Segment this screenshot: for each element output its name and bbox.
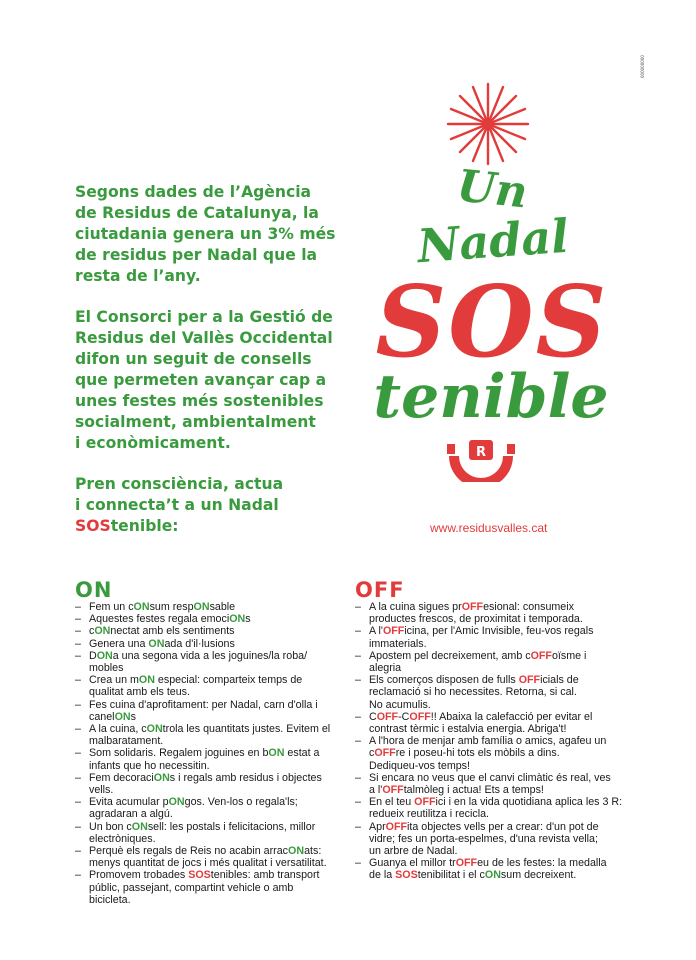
- off-list-item: – Guanya el millor trOFFeu de les festes: la medalla de la SOStenibilitat i el cONsum decreixent.: [355, 857, 630, 881]
- off-list-item: – Si encara no veus que el canvi climàtic és real, ves a l'OFFtalmòleg i actua! Ets a temps!: [355, 772, 630, 796]
- off-list-item: – Apostem pel decreixement, amb cOFFoïsme i alegria: [355, 650, 630, 674]
- on-list-item: – Evita acumular pONgos. Ven-los o regala'ls; agradaran a algú.: [75, 796, 345, 820]
- on-list-item: – Crea un mON especial: comparteix temps de qualitat amb els teus.: [75, 674, 345, 698]
- off-title: OFF: [355, 578, 405, 602]
- off-list-item: – En el teu OFFici i en la vida quotidiana aplica les 3 R: redueix reutilitza i recicla.: [355, 796, 630, 820]
- on-list-item: – Fes cuina d'aprofitament: per Nadal, carn d'olla i canelONs: [75, 699, 345, 723]
- logo-word-sos: SOS: [375, 265, 609, 380]
- on-list-item: – Perquè els regals de Reis no acabin arracONats: menys quantitat de jocs i més qualitat i versatilitat.: [75, 845, 345, 869]
- off-list-item: – AprOFFita objectes vells per a crear: d'un pot de vidre; fes un porta-espelmes, d'una revista vella; un arbre de Nadal.: [355, 821, 630, 858]
- logo-word-tenible: tenible: [373, 362, 609, 432]
- nadal-sostenible-logo: [360, 82, 630, 482]
- on-list-item: – Fem decoraciONs i regals amb residus i objectes vells.: [75, 772, 345, 796]
- off-list-item: – A l'hora de menjar amb família o amics, agafeu un cOFFre i poseu-hi tots els mòbils a dins. Dediqueu-vos temps!: [355, 735, 630, 772]
- intro-paragraph-1: Segons dades de l’Agència de Residus de Catalunya, la ciutadania genera un 3% més de residus per Nadal que la resta de l’any.: [75, 183, 336, 285]
- off-column: [355, 580, 630, 882]
- logo-word-un: Un: [454, 160, 530, 219]
- intro-call-text: Pren consciència, actua i connecta’t a un Nadal: [75, 475, 284, 514]
- on-list: [75, 601, 345, 906]
- star-icon: [448, 84, 528, 164]
- intro-text: [75, 182, 375, 557]
- on-list-item: – Promovem trobades SOStenibles: amb transport públic, passejant, compartint vehicle o amb bicicleta.: [75, 869, 345, 906]
- off-list-item: – COFF-COFF!! Abaixa la calefacció per evitar el contrast tèrmic i estalvia energia. Abriga't!: [355, 711, 630, 735]
- on-list-item: – Fem un cONsum respONsable: [75, 601, 345, 613]
- off-list-item: – A la cuina sigues prOFFesional: consumeix productes frescos, de proximitat i temporada.: [355, 601, 630, 625]
- on-list-item: – Som solidaris. Regalem joguines en bON estat a infants que ho necessitin.: [75, 747, 345, 771]
- emblem-letter: R: [475, 445, 487, 460]
- on-title: ON: [75, 578, 113, 602]
- on-list-item: – cONnectat amb els sentiments: [75, 625, 345, 637]
- intro-paragraph-2: El Consorci per a la Gestió de Residus del Vallès Occidental difon un seguit de consells que permeten avançar cap a unes festes més sostenibles socialment, ambientalment i econòmicament.: [75, 308, 333, 452]
- intro-sos-highlight: SOS: [75, 517, 111, 535]
- on-list-item: – Genera una ONada d'il·lusions: [75, 638, 345, 650]
- intro-paragraph-3: [75, 474, 375, 537]
- website-url: www.residusvalles.cat: [430, 521, 548, 535]
- intro-call-end: tenible:: [110, 517, 179, 535]
- off-list-item: – Els comerços disposen de fulls OFFicials de reclamació si ho necessites. Retorna, si cal. No acumulis.: [355, 674, 630, 711]
- side-print-code: 000000000: [640, 55, 645, 78]
- on-list-item: – DONa una segona vida a les joguines/la roba/ mobles: [75, 650, 345, 674]
- off-list-item: – A l'OFFicina, per l'Amic Invisible, feu-vos regals immaterials.: [355, 625, 630, 649]
- on-list-item: – Aquestes festes regala emociONs: [75, 613, 345, 625]
- logo-word-nadal: Nadal: [415, 208, 571, 274]
- residus-emblem-icon: [447, 440, 515, 482]
- off-list: [355, 601, 630, 882]
- on-list-item: – A la cuina, cONtrola les quantitats justes. Evitem el malbaratament.: [75, 723, 345, 747]
- on-list-item: – Un bon cONsell: les postals i felicitacions, millor electròniques.: [75, 821, 345, 845]
- on-column: [75, 580, 345, 906]
